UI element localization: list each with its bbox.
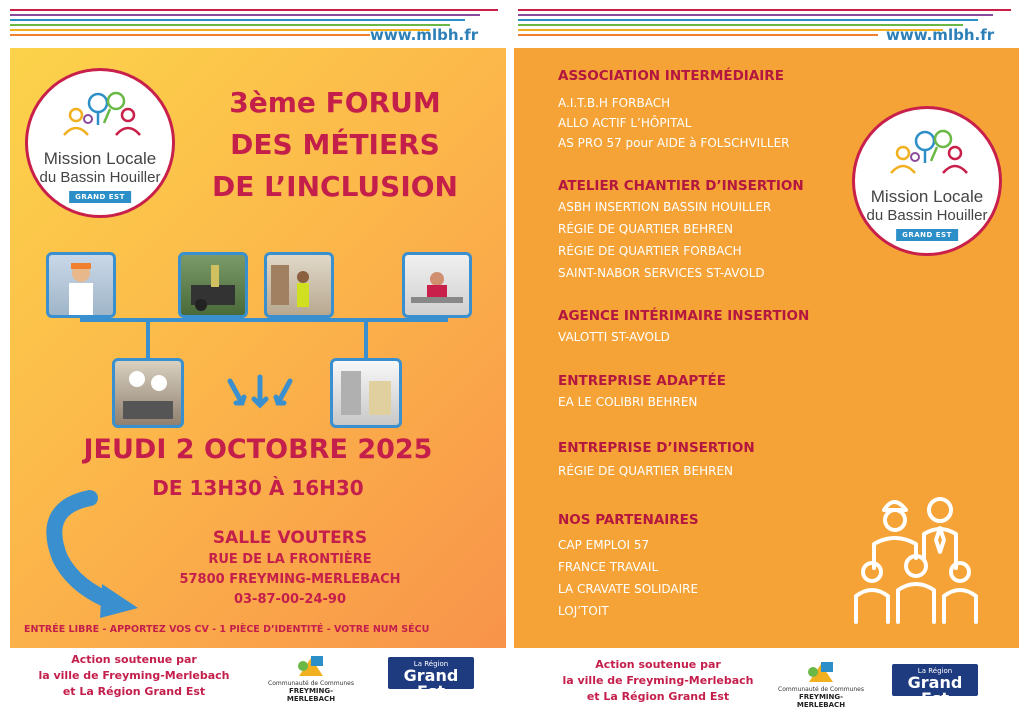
category-title-atelier: ATELIER CHANTIER D’INSERTION	[558, 178, 804, 194]
category-title-entreprise-insertion: ENTREPRISE D’INSERTION	[558, 440, 755, 456]
logo-line-2: du Bassin Houiller	[866, 207, 988, 224]
title-line-2: DES MÉTIERS	[230, 128, 440, 161]
region-grand-est-logo	[388, 657, 474, 701]
list-item: FRANCE TRAVAIL	[558, 560, 659, 574]
venue-address-2: 57800 FREYMING-MERLEBACH	[179, 572, 401, 587]
venue-address-1: RUE DE LA FRONTIÈRE	[208, 552, 372, 567]
event-time: DE 13H30 À 16H30	[152, 476, 364, 500]
logo-line-1: Mission Locale	[43, 149, 157, 168]
support-line-3: et La Région Grand Est	[62, 685, 206, 698]
support-text	[34, 652, 234, 700]
logo-badge: GRAND EST	[69, 191, 131, 203]
support-line-2: la ville de Freyming-Merlebach	[38, 669, 230, 682]
ccfm-emblem-icon	[801, 660, 841, 684]
ccfm-logo	[776, 660, 866, 709]
title-line-1: 3ème FORUM	[229, 86, 441, 119]
workers-group-icon	[854, 488, 984, 628]
region-big-text: Grand Est	[403, 666, 459, 701]
region-small-text: La Région	[413, 660, 449, 668]
list-item: ALLO ACTIF L’HÔPITAL	[558, 116, 692, 130]
list-item: A.I.T.B.H FORBACH	[558, 96, 671, 110]
ccfm-emblem-icon	[291, 654, 331, 678]
photo-shop	[330, 358, 402, 428]
list-item: ASBH INSERTION BASSIN HOUILLER	[558, 200, 772, 214]
left-page	[0, 0, 512, 713]
list-item: LOJ’TOIT	[558, 604, 609, 618]
website-link[interactable]: www.mlbh.fr	[370, 26, 479, 44]
website-link[interactable]: www.mlbh.fr	[886, 26, 995, 44]
category-title-agence: AGENCE INTÉRIMAIRE INSERTION	[558, 308, 810, 324]
ccfm-name: FREYMING-MERLEBACH	[286, 687, 336, 703]
ccfm-logo	[266, 654, 356, 703]
mission-locale-logo	[25, 68, 175, 218]
support-line-1: Action soutenue par	[71, 653, 197, 666]
photo-kitchen	[112, 358, 184, 428]
ccfm-top-text: Communauté de Communes	[778, 686, 864, 693]
category-title-association: ASSOCIATION INTERMÉDIAIRE	[558, 68, 784, 84]
entry-note: ENTRÉE LIBRE - APPORTEZ VOS CV - 1 PIÈCE D’IDENTITÉ - VOTRE NUM SÉCU	[24, 624, 430, 635]
ccfm-top-text: Communauté de Communes	[268, 680, 354, 687]
ccfm-name: FREYMING-MERLEBACH	[796, 693, 846, 709]
venue-phone: 03-87-00-24-90	[233, 592, 347, 607]
logo-badge: GRAND EST	[896, 229, 958, 241]
list-item: RÉGIE DE QUARTIER BEHREN	[558, 222, 734, 236]
region-small-text: La Région	[917, 667, 953, 675]
mission-locale-logo	[852, 106, 1002, 256]
connector-line	[364, 320, 368, 360]
list-item: RÉGIE DE QUARTIER BEHREN	[558, 464, 734, 478]
logo-line-2: du Bassin Houiller	[39, 169, 161, 186]
right-page	[514, 0, 1027, 713]
list-item: LA CRAVATE SOLIDAIRE	[558, 582, 699, 596]
list-item: SAINT-NABOR SERVICES ST-AVOLD	[558, 266, 765, 280]
venue-name: SALLE VOUTERS	[212, 528, 368, 548]
support-text	[560, 657, 756, 705]
region-big-text: Grand Est	[907, 673, 963, 708]
forum-poster	[10, 48, 506, 648]
photo-garden-work	[178, 252, 248, 318]
structures-list-panel	[514, 48, 1019, 648]
photo-worker-helmet	[46, 252, 116, 318]
list-item: CAP EMPLOI 57	[558, 538, 650, 552]
curved-arrow-icon	[20, 488, 150, 618]
support-line-2: la ville de Freyming-Merlebach	[562, 674, 754, 687]
people-icon	[885, 127, 975, 177]
list-item: VALOTTI ST-AVOLD	[558, 330, 670, 344]
support-line-3: et La Région Grand Est	[586, 690, 730, 703]
logo-line-1: Mission Locale	[870, 187, 984, 206]
photo-warehouse	[264, 252, 334, 318]
list-item: EA LE COLIBRI BEHREN	[558, 395, 698, 409]
list-item: RÉGIE DE QUARTIER FORBACH	[558, 244, 742, 258]
connector-line	[80, 318, 448, 322]
photo-office	[402, 252, 472, 318]
region-grand-est-logo	[892, 664, 978, 708]
arrow-down-icons	[210, 373, 310, 423]
list-item: AS PRO 57 pour AIDE à FOLSCHVILLER	[558, 136, 790, 150]
event-date: JEUDI 2 OCTOBRE 2025	[83, 434, 433, 465]
support-line-1: Action soutenue par	[595, 658, 721, 671]
connector-line	[146, 320, 150, 360]
title-line-3: DE L’INCLUSION	[212, 170, 458, 203]
people-icon	[58, 89, 148, 139]
category-title-partenaires: NOS PARTENAIRES	[558, 512, 699, 528]
category-title-entreprise-adaptee: ENTREPRISE ADAPTÉE	[558, 373, 726, 389]
